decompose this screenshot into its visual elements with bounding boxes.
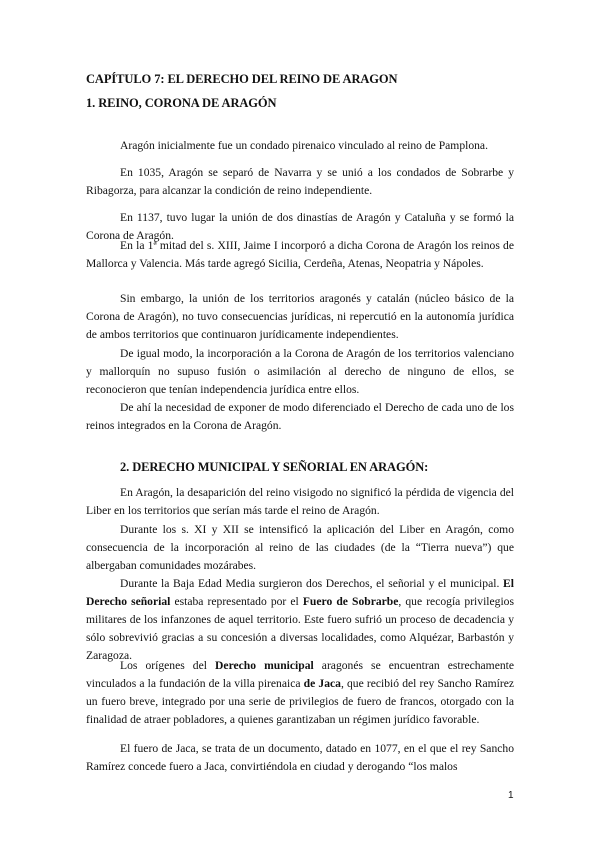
text-run: , que recibió del rey Sancho Ramírez un fuero breve, integrado por una serie de privilegios de fuero de francos, otorgado con la finalidad de atraer pobladores, a quienes garantizaban un régimen jurídico favorable.	[86, 677, 514, 726]
paragraph	[86, 575, 514, 665]
paragraph: Durante los s. XI y XII se intensificó la aplicación del Liber en Aragón, como consecuencia de la incorporación al reino de las ciudades (de la “Tierra nueva”) que albergaban comunidades mozárabes.	[86, 523, 514, 572]
bold-term: de Jaca	[303, 677, 341, 690]
paragraph: El fuero de Jaca, se trata de un documento, datado en 1077, en el que el rey Sancho Ramírez concede fuero a Jaca, convirtiéndola en ciudad y derogando “los malos	[86, 742, 514, 773]
text-run: Los orígenes del	[120, 659, 207, 672]
text-run: estaba representado por el	[174, 595, 299, 608]
paragraph: En 1137, tuvo lugar la unión de dos dinastías de Aragón y Cataluña y se formó la Corona de Aragón.	[86, 211, 514, 242]
paragraph: En la 1ª mitad del s. XIII, Jaime I incorporó a dicha Corona de Aragón los reinos de Mallorca y Valencia. Más tarde agregó Sicilia, Cerdeña, Atenas, Neopatria y Nápoles.	[86, 239, 514, 270]
section-1-title: 1. REINO, CORONA DE ARAGÓN	[86, 96, 277, 110]
paragraph: En 1035, Aragón se separó de Navarra y se unió a los condados de Sobrarbe y Ribagorza, para alcanzar la condición de reino independiente.	[86, 166, 514, 197]
text-run: Durante la Baja Edad Media surgieron dos Derechos, el señorial y el municipal.	[120, 577, 500, 590]
chapter-title: CAPÍTULO 7: EL DERECHO DEL REINO DE ARAGON	[86, 72, 398, 86]
bold-term: El Derecho señorial	[86, 577, 514, 608]
paragraph: Aragón inicialmente fue un condado pirenaico vinculado al reino de Pamplona.	[120, 139, 488, 152]
text-run: aragonés se encuentran estrechamente vinculados a la fundación de la villa pirenaica	[86, 659, 515, 690]
paragraph: Sin embargo, la unión de los territorios aragonés y catalán (núcleo básico de la Corona de Aragón), no tuvo consecuencias jurídicas, ni repercutió en la autonomía jurídica de ambos territorios que continuaron jurídicamente independientes.	[86, 292, 514, 341]
text-run: , que recogía privilegios militares de los infanzones de aquel territorio. Este fuero sufrió un proceso de decadencia y sólo sobrevivió gracias a su concesión a diversas localidades, como Alquézar, Barbastón y Zaragoza.	[86, 595, 514, 662]
section-2-title: 2. DERECHO MUNICIPAL Y SEÑORIAL EN ARAGÓN:	[120, 460, 429, 474]
paragraph: En Aragón, la desaparición del reino visigodo no significó la pérdida de vigencia del Liber en los territorios que serían más tarde el reino de Aragón.	[86, 486, 514, 517]
bold-term: Derecho municipal	[215, 659, 314, 672]
paragraph	[86, 657, 514, 729]
bold-term: Fuero de Sobrarbe	[302, 595, 399, 608]
paragraph: De ahí la necesidad de exponer de modo diferenciado el Derecho de cada uno de los reinos integrados en la Corona de Aragón.	[86, 401, 514, 432]
paragraph: De igual modo, la incorporación a la Corona de Aragón de los territorios valenciano y mallorquín no supuso fusión o asimilación al derecho de ninguno de ellos, se reconocieron que tenían independencia jurídica entre ellos.	[86, 347, 514, 396]
page-number: 1	[508, 790, 514, 801]
